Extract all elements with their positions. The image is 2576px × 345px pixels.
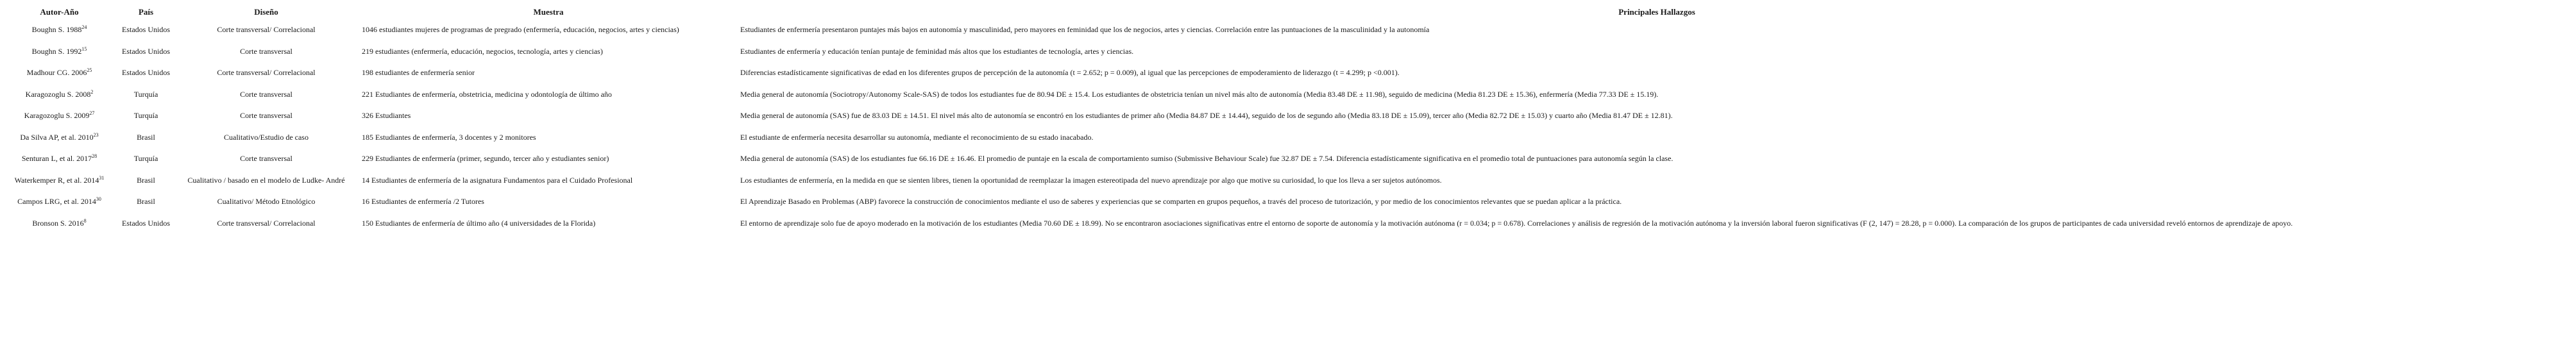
cell-pais: Turquía [133,111,158,121]
cell-autor [0,191,119,213]
table-row [0,191,2576,213]
cell-hallazgos: Diferencias estadísticamente significativas de edad en los diferentes grupos de percepción de la autonomía (t = 2.652; p = 0.009), al igual que las percepciones de empoderamiento de liderazgo (t = 4.299; p <0.001). [740,68,1400,78]
table-row [0,170,2576,192]
cell-diseno: Corte transversal [240,89,292,99]
cell-pais: Estados Unidos [122,218,170,228]
table-row [0,127,2576,149]
reference-number: 31 [99,174,105,181]
cell-pais: Brasil [137,175,155,185]
table-row [0,41,2576,63]
cell-hallazgos: Media general de autonomía (SAS) fue de 83.03 DE ± 14.51. El nivel más alto de autonomía se encontró en los estudiantes de primer año (Media 84.87 DE ± 14.44), seguido de los de segundo año (Media 83.18 DE ± 15.09), tercer año (Media 82.72 DE ± 15.03) y cuarto año (Media 81.47 DE ± 12.81). [740,111,1673,121]
reference-number: 30 [96,196,101,203]
reference-number: 27 [89,110,95,117]
cell-muestra: 326 Estudiantes [362,111,411,121]
cell-diseno: Cualitativo / basado en el modelo de Ludke- André [187,175,345,185]
cell-diseno: Cualitativo/ Método Etnológico [217,197,316,206]
reference-number: 24 [81,24,87,31]
author-year: Boughn S. 1988 [31,25,82,35]
cell-hallazgos: El entorno de aprendizaje solo fue de apoyo moderado en la motivación de los estudiantes (Media 70.60 DE ± 18.99). No se encontraron asociaciones significativas entre el entorno de soporte de autonomía y la motivación autónoma (r = 0.034; p = 0.678). Correlaciones y análisis de regresión de la motivación autónoma y la inversión laboral fueron significativas (F (2, 147) = 28.28, p = 0.000). La comparación de los grupos de participantes de cada universidad reveló entornos de aprendizaje de apoyo. [740,218,2293,228]
author-year: Boughn S. 1992 [31,46,82,56]
cell-hallazgos: Los estudiantes de enfermería, en la medida en que se sienten libres, tienen la oportunidad de reemplazar la imagen estereotipada del nuevo aprendizaje por algo que motive su curiosidad, lo que los lleva a ser sujetos autónomos. [740,175,1442,185]
reference-number: 28 [92,153,97,160]
cell-hallazgos: Media general de autonomía (SAS) de los estudiantes fue 66.16 DE ± 16.46. El promedio de puntaje en la escala de comportamiento sumiso (Submissive Behaviour Scale) fue 32.87 DE ± 7.54. Diferencia estadísticamente significativa en el promedio total de puntuaciones para autonomía según la clase. [740,154,1674,164]
header-diseno: Diseño [254,7,278,17]
cell-autor [0,148,119,170]
cell-muestra: 185 Estudiantes de enfermería, 3 docentes y 2 monitores [362,132,536,142]
cell-diseno: Corte transversal/ Correlacional [217,25,316,35]
cell-hallazgos: Media general de autonomía (Sociotropy/Autonomy Scale-SAS) de todos los estudiantes fue de 80.94 DE ± 15.4. Los estudiantes de obstetricia tenían un nivel más alto de autonomía (Media 83.48 DE ± 11.98), seguido de medicina (Media 81.23 DE ± 15.36), enfermería (Media 77.33 DE ± 15.19). [740,89,1659,99]
table-row [0,19,2576,41]
author-year: Bronson S. 2016 [32,218,84,228]
cell-diseno: Cualitativo/Estudio de caso [224,132,309,142]
cell-autor [0,84,119,106]
table-row [0,105,2576,127]
cell-pais: Turquía [133,89,158,99]
reference-number: 8 [83,217,87,224]
author-year: Karagozoglu S. 2009 [24,111,90,121]
cell-autor [0,170,119,192]
cell-hallazgos: El Aprendizaje Basado en Problemas (ABP) favorece la construcción de conocimientos mediante el uso de saberes y experiencias que se comparten en grupos pequeños, a través del proceso de tutorización, y por medio de los conocimientos relevantes que se puedan aplicar a la práctica. [740,197,1622,206]
cell-autor [0,213,119,235]
cell-autor [0,105,119,127]
cell-autor [0,127,119,149]
table-row [0,213,2576,235]
cell-diseno: Corte transversal [240,46,292,56]
cell-diseno: Corte transversal/ Correlacional [217,68,316,78]
header-autor: Autor-Año [40,7,79,17]
cell-pais: Estados Unidos [122,25,170,35]
cell-diseno: Corte transversal/ Correlacional [217,218,316,228]
table-row [0,62,2576,84]
table-header-row [0,5,2576,19]
author-year: Karagozoglu S. 2008 [25,89,91,99]
header-pais: País [138,7,154,17]
author-year: Da Silva AP, et al. 2010 [20,132,94,142]
cell-hallazgos: El estudiante de enfermería necesita desarrollar su autonomía, mediante el reconocimiento de su estado inacabado. [740,132,1094,142]
reference-number: 15 [81,46,87,52]
cell-diseno: Corte transversal [240,154,292,164]
author-year: Waterkemper R, et al. 2014 [14,175,99,185]
cell-autor [0,41,119,63]
literature-review-table [0,5,2576,234]
cell-muestra: 1046 estudiantes mujeres de programas de pregrado (enfermería, educación, negocios, artes y ciencias) [362,25,679,35]
cell-muestra: 219 estudiantes (enfermería, educación, negocios, tecnología, artes y ciencias) [362,46,603,56]
author-year: Senturan L, et al. 2017 [21,154,92,164]
cell-pais: Turquía [133,154,158,164]
cell-pais: Brasil [137,197,155,206]
cell-muestra: 16 Estudiantes de enfermería /2 Tutores [362,197,484,206]
reference-number: 25 [87,67,92,74]
author-year: Campos LRG, et al. 2014 [17,197,96,206]
header-muestra: Muestra [533,7,564,17]
cell-diseno: Corte transversal [240,111,292,121]
table-row [0,84,2576,106]
cell-autor [0,62,119,84]
reference-number: 23 [93,131,99,138]
cell-pais: Estados Unidos [122,68,170,78]
cell-hallazgos: Estudiantes de enfermería presentaron puntajes más bajos en autonomía y masculinidad, pero mayores en feminidad que los de negocios, artes y ciencias. Correlación entre las puntuaciones de la masculinidad y la autonomía [740,25,1430,35]
cell-muestra: 221 Estudiantes de enfermería, obstetricia, medicina y odontología de último año [362,89,612,99]
cell-muestra: 198 estudiantes de enfermería senior [362,68,475,78]
cell-muestra: 229 Estudiantes de enfermería (primer, segundo, tercer año y estudiantes senior) [362,154,609,164]
author-year: Madhour CG. 2006 [26,68,87,78]
cell-muestra: 14 Estudiantes de enfermería de la asignatura Fundamentos para el Cuidado Profesional [362,175,633,185]
cell-autor [0,19,119,41]
cell-pais: Brasil [137,132,155,142]
cell-pais: Estados Unidos [122,46,170,56]
cell-muestra: 150 Estudiantes de enfermería de último año (4 universidades de la Florida) [362,218,596,228]
cell-hallazgos: Estudiantes de enfermería y educación tenían puntaje de feminidad más altos que los estudiantes de tecnología, artes y ciencias. [740,46,1134,56]
header-hallazgos: Principales Hallazgos [1618,7,1695,17]
reference-number: 2 [90,88,94,95]
table-row [0,148,2576,170]
